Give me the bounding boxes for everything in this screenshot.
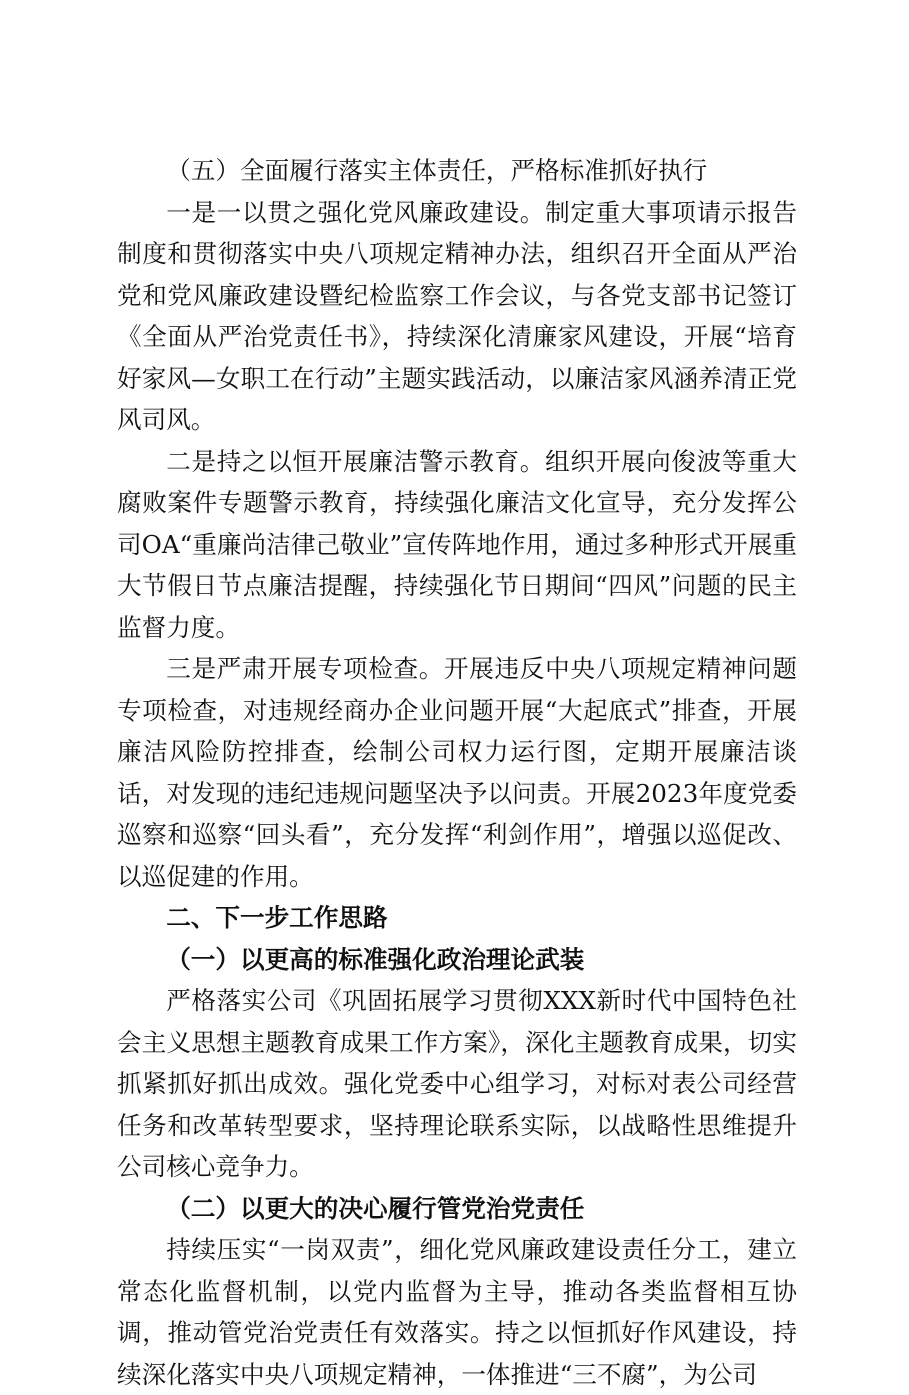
chapter-heading: 二、下一步工作思路 — [166, 903, 388, 932]
body-paragraph: 三是严肃开展专项检查。开展违反中央八项规定精神问题专项检查，对违规经商办企业问题开展“大起底式”排查，开展廉洁风险防控排查，绘制公司权力运行图，定期开展廉洁谈话，对发现的违纪违规问题坚决予以问责。开展2023年度党委巡察和巡察“回头看”，充分发挥“利剑作用”，增强以巡促改、以巡促建的作用。 — [117, 654, 797, 891]
body-paragraph: 持续压实“一岗双责”，细化党风廉政建设责任分工，建立常态化监督机制，以党内监督为主导，推动各类监督相互协调，推动管党治党责任有效落实。持之以恒抓好作风建设，持续深化落实中央八项规定精神，一体推进“三不腐”，为公司 — [117, 1235, 797, 1389]
section-heading-2: （二）以更大的决心履行管党治党责任 — [166, 1193, 585, 1223]
section-heading-5: （五）全面履行落实主体责任，严格标准抓好执行 — [166, 156, 708, 185]
body-paragraph: 一是一以贯之强化党风廉政建设。制定重大事项请示报告制度和贯彻落实中央八项规定精神办法，组织召开全面从严治党和党风廉政建设暨纪检监察工作会议，与各党支部书记签订《全面从严治党责任书》，持续深化清廉家风建设，开展“培育好家风—女职工在行动”主题实践活动，以廉洁家风涵养清正党风司风。 — [117, 197, 797, 434]
document-body — [117, 150, 797, 1395]
section-heading-1: （一）以更高的标准强化政治理论武装 — [166, 944, 585, 974]
body-paragraph: 严格落实公司《巩固拓展学习贯彻XXX新时代中国特色社会主义思想主题教育成果工作方案》，深化主题教育成果，切实抓紧抓好抓出成效。强化党委中心组学习，对标对表公司经营任务和改革转型要求，坚持理论联系实际，以战略性思维提升公司核心竞争力。 — [117, 986, 797, 1181]
body-paragraph: 二是持之以恒开展廉洁警示教育。组织开展向俊波等重大腐败案件专题警示教育，持续强化廉洁文化宣导，充分发挥公司OA“重廉尚洁律己敬业”宣传阵地作用，通过多种形式开展重大节假日节点廉洁提醒，持续强化节日期间“四风”问题的民主监督力度。 — [117, 446, 797, 642]
